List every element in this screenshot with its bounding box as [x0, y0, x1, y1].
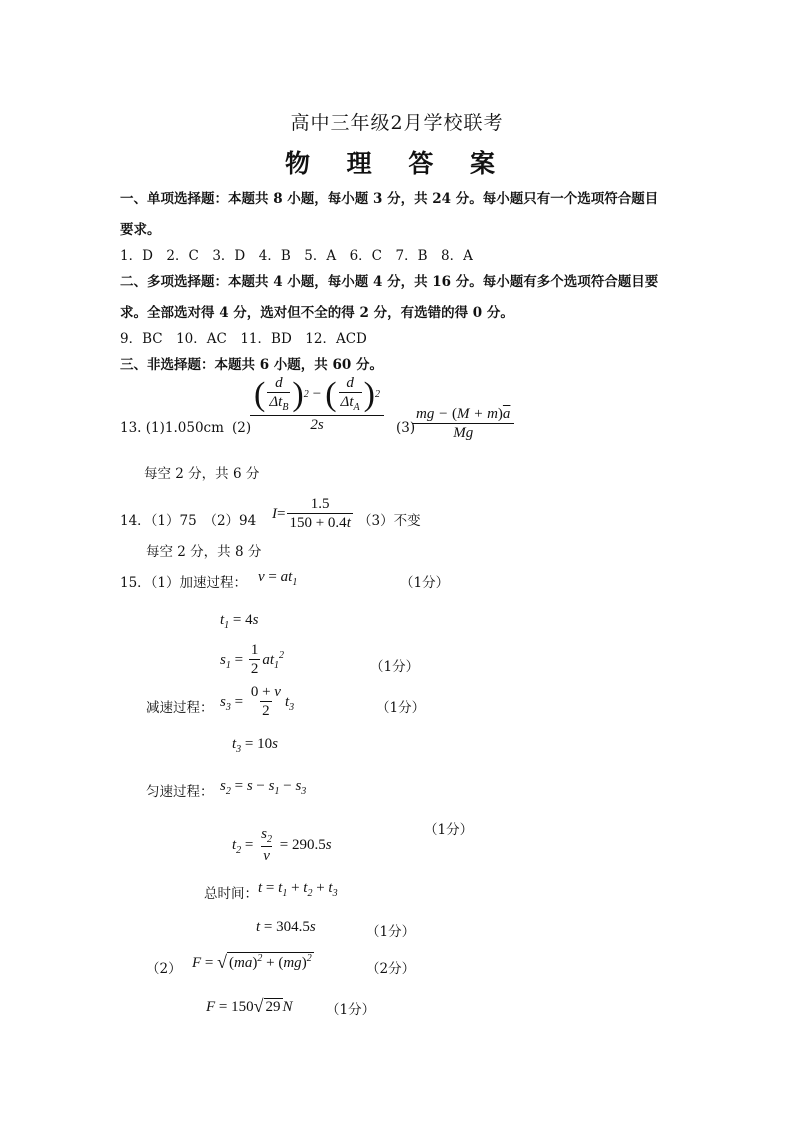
- q13-part3-label: (3): [396, 420, 416, 436]
- q15-eq-s1: $s_1$ = $\frac{1}{2}$ $at_1^2$: [220, 642, 284, 678]
- q14-part3: （3）不变: [358, 513, 421, 529]
- section2-answers: 9．BC 10．AC 11．BD 12．ACD: [120, 331, 367, 347]
- q13-part2-label: (2): [232, 420, 252, 436]
- q13-formula-3: $\frac{mg - (M + m)\overline{a}}{Mg}$: [412, 406, 514, 443]
- q15-score-7: （1分）: [326, 1002, 376, 1018]
- section3-heading: 三、非选择题：本题共 6 小题，共 60 分。: [120, 357, 383, 373]
- q15-eq-t2: $t_2$ = $\frac{s_2}{v}$ = 290.5s: [232, 826, 332, 864]
- section2-heading-line1: 二、多项选择题：本题共 4 小题，每小题 4 分，共 16 分。每小题有多个选项符合题目要: [120, 274, 659, 290]
- q14-formula: I= $\frac{1.5}{150 + 0.4t}$: [272, 496, 351, 532]
- section1-answers: 1．D 2．C 3．D 4．B 5．A 6．C 7．B 8．A: [120, 248, 473, 264]
- q15-score-4: （1分）: [424, 822, 474, 838]
- q15-score-5: （1分）: [366, 924, 416, 940]
- q15-score-3: （1分）: [376, 700, 426, 716]
- q15-eq-F: F = √ (ma)$^2$ + (mg)$^2$: [192, 952, 312, 972]
- q15-eq-t: $t = t_1 + t_2 + t_3$: [258, 880, 338, 899]
- q15-eq-s3: $s_3$ = $\frac{0 + v}{2}$ $t_3$: [220, 684, 295, 720]
- q15-score-6: （2分）: [366, 961, 416, 977]
- q15-eq-t3: $t_3 = 10s$: [232, 736, 278, 755]
- q15-eq-F-result: F = 150√ 29 N: [206, 996, 293, 1016]
- q15-eq-t1: $t_1 = 4s$: [220, 612, 259, 631]
- q15-eq-v: $v = at_1$: [258, 569, 298, 588]
- section1-heading-line1: 一、单项选择题：本题共 8 小题，每小题 3 分，共 24 分。每小题只有一个选项符合题目: [120, 191, 659, 207]
- q15-score-2: （1分）: [370, 659, 420, 675]
- section2-heading-line2: 求。全部选对得 4 分，选对但不全的得 2 分，有选错的得 0 分。: [120, 305, 514, 321]
- q13-formula-2: ( $\frac{d}{\Delta t_B}$ ) 2 − ( $\frac{d}{\Delta t_A}$ ) 2 2s: [250, 375, 384, 435]
- q15-total-label: 总时间：: [204, 886, 258, 902]
- q14-score-note: 每空 2 分，共 8 分: [146, 544, 262, 560]
- q15-decel-label: 减速过程：: [146, 700, 214, 716]
- q15-accel-label: 15．（1）加速过程：: [120, 575, 248, 591]
- q15-eq-s2: $s_2 = s - s_1 - s_3$: [220, 778, 307, 797]
- exam-subtitle: 高中三年级2月学校联考: [290, 112, 504, 134]
- q14-answers: 14．（1）75 （2）94: [120, 513, 257, 529]
- q15-part2-label: （2）: [146, 961, 182, 977]
- section1-heading-line2: 要求。: [120, 222, 161, 238]
- q15-eq-t-result: t = 304.5s: [256, 919, 316, 935]
- q13-score-note: 每空 2 分，共 6 分: [144, 466, 260, 482]
- q13-part1: 13. (1)1.050cm: [120, 420, 224, 436]
- q15-uniform-label: 匀速过程：: [146, 784, 214, 800]
- q15-score-1: （1分）: [400, 575, 450, 591]
- page-title: 物 理 答 案: [284, 149, 510, 178]
